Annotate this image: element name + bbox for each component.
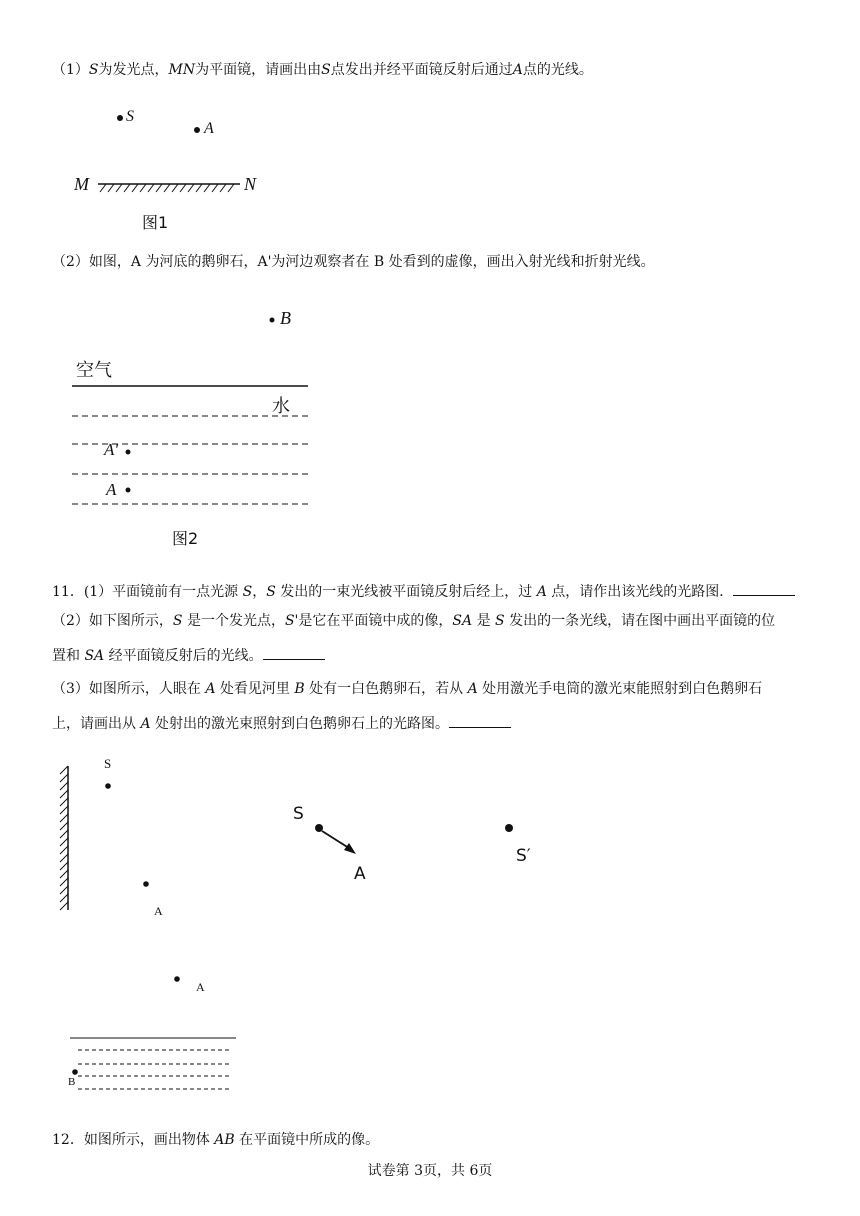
vertical-mirror-hatching bbox=[60, 766, 68, 910]
q11-part2-text: （2）如下图所示，S 是一个发光点，S'是它在平面镜中成的像，SA 是 S 发出的一条光线，请在图中画出平面镜的位 bbox=[52, 613, 776, 629]
figure-2-caption: 图2 bbox=[172, 529, 199, 548]
mirror-hatching bbox=[100, 184, 234, 192]
q11-figure-a-drawing bbox=[56, 752, 186, 922]
figure-1-drawing bbox=[70, 100, 290, 240]
point-s-prime bbox=[505, 824, 513, 832]
point-s bbox=[117, 115, 123, 121]
q11-part3-text-cont: 上，请画出从 A 处射出的激光束照射到白色鹅卵石上的光路图。 bbox=[52, 713, 511, 734]
label-a: A bbox=[196, 980, 205, 994]
label-n: N bbox=[244, 174, 257, 194]
ray-sa-arrowhead bbox=[344, 843, 356, 854]
figure-1-caption: 图1 bbox=[142, 213, 169, 232]
point-a-prime bbox=[126, 450, 131, 455]
point-s bbox=[105, 783, 111, 789]
figure-2-drawing bbox=[70, 300, 330, 550]
label-m: M bbox=[74, 174, 89, 194]
answer-blank-2[interactable] bbox=[263, 645, 325, 660]
point-a bbox=[143, 881, 149, 887]
label-s-prime: S′ bbox=[516, 846, 531, 866]
label-a: A bbox=[106, 480, 117, 499]
q12-text: 12．如图所示，画出物体 AB 在平面镜中所成的像。 bbox=[52, 1132, 380, 1148]
point-s bbox=[315, 824, 323, 832]
label-a-prime: A' bbox=[104, 440, 119, 459]
q10-part1-text: （1）S为发光点，MN为平面镜，请画出由S点发出并经平面镜反射后通过A点的光线。 bbox=[52, 62, 593, 78]
q11-part3-text: （3）如图所示，人眼在 A 处看见河里 B 处有一白色鹅卵石，若从 A 处用激光手电筒的激光束能照射到白色鹅卵石 bbox=[52, 681, 763, 697]
label-a: A bbox=[354, 864, 366, 884]
q11-figure-b-drawing bbox=[286, 798, 546, 888]
label-s: S bbox=[104, 756, 112, 771]
q11-figure-s-image bbox=[286, 798, 546, 888]
point-b-pebble bbox=[72, 1069, 78, 1075]
water-dashes bbox=[78, 1050, 230, 1089]
label-air: 空气 bbox=[76, 360, 112, 381]
label-b: B bbox=[68, 1076, 76, 1088]
point-a-eye bbox=[174, 976, 180, 982]
label-s: S bbox=[126, 108, 134, 125]
label-s: S bbox=[293, 804, 304, 824]
figure-2 bbox=[70, 300, 330, 550]
answer-blank-1[interactable] bbox=[733, 581, 795, 596]
figure-1 bbox=[70, 100, 290, 240]
page-footer: 试卷第 3页，共 6页 bbox=[367, 1163, 493, 1179]
label-b: B bbox=[280, 308, 291, 328]
q11-part2-text-cont: 置和 SA 经平面镜反射后的光线。 bbox=[52, 645, 325, 666]
label-water: 水 bbox=[272, 396, 290, 417]
q11-figure-river bbox=[60, 966, 250, 1096]
label-a: A bbox=[204, 120, 214, 137]
point-b bbox=[270, 318, 275, 323]
label-a: A bbox=[154, 904, 163, 918]
q11-part1-text: 11．(1）平面镜前有一点光源 S，S 发出的一束光线被平面镜反射后经上，过 A 点，请作出该光线的光路图． bbox=[52, 581, 795, 602]
q11-figure-mirror-left bbox=[56, 752, 186, 922]
answer-blank-3[interactable] bbox=[449, 713, 511, 728]
point-a-pebble bbox=[126, 488, 131, 493]
q10-part2-text: （2）如图，A 为河底的鹅卵石，A'为河边观察者在 B 处看到的虚像，画出入射光线和折射光线。 bbox=[52, 254, 655, 270]
point-a bbox=[194, 127, 200, 133]
q11-figure-c-drawing bbox=[60, 966, 250, 1096]
